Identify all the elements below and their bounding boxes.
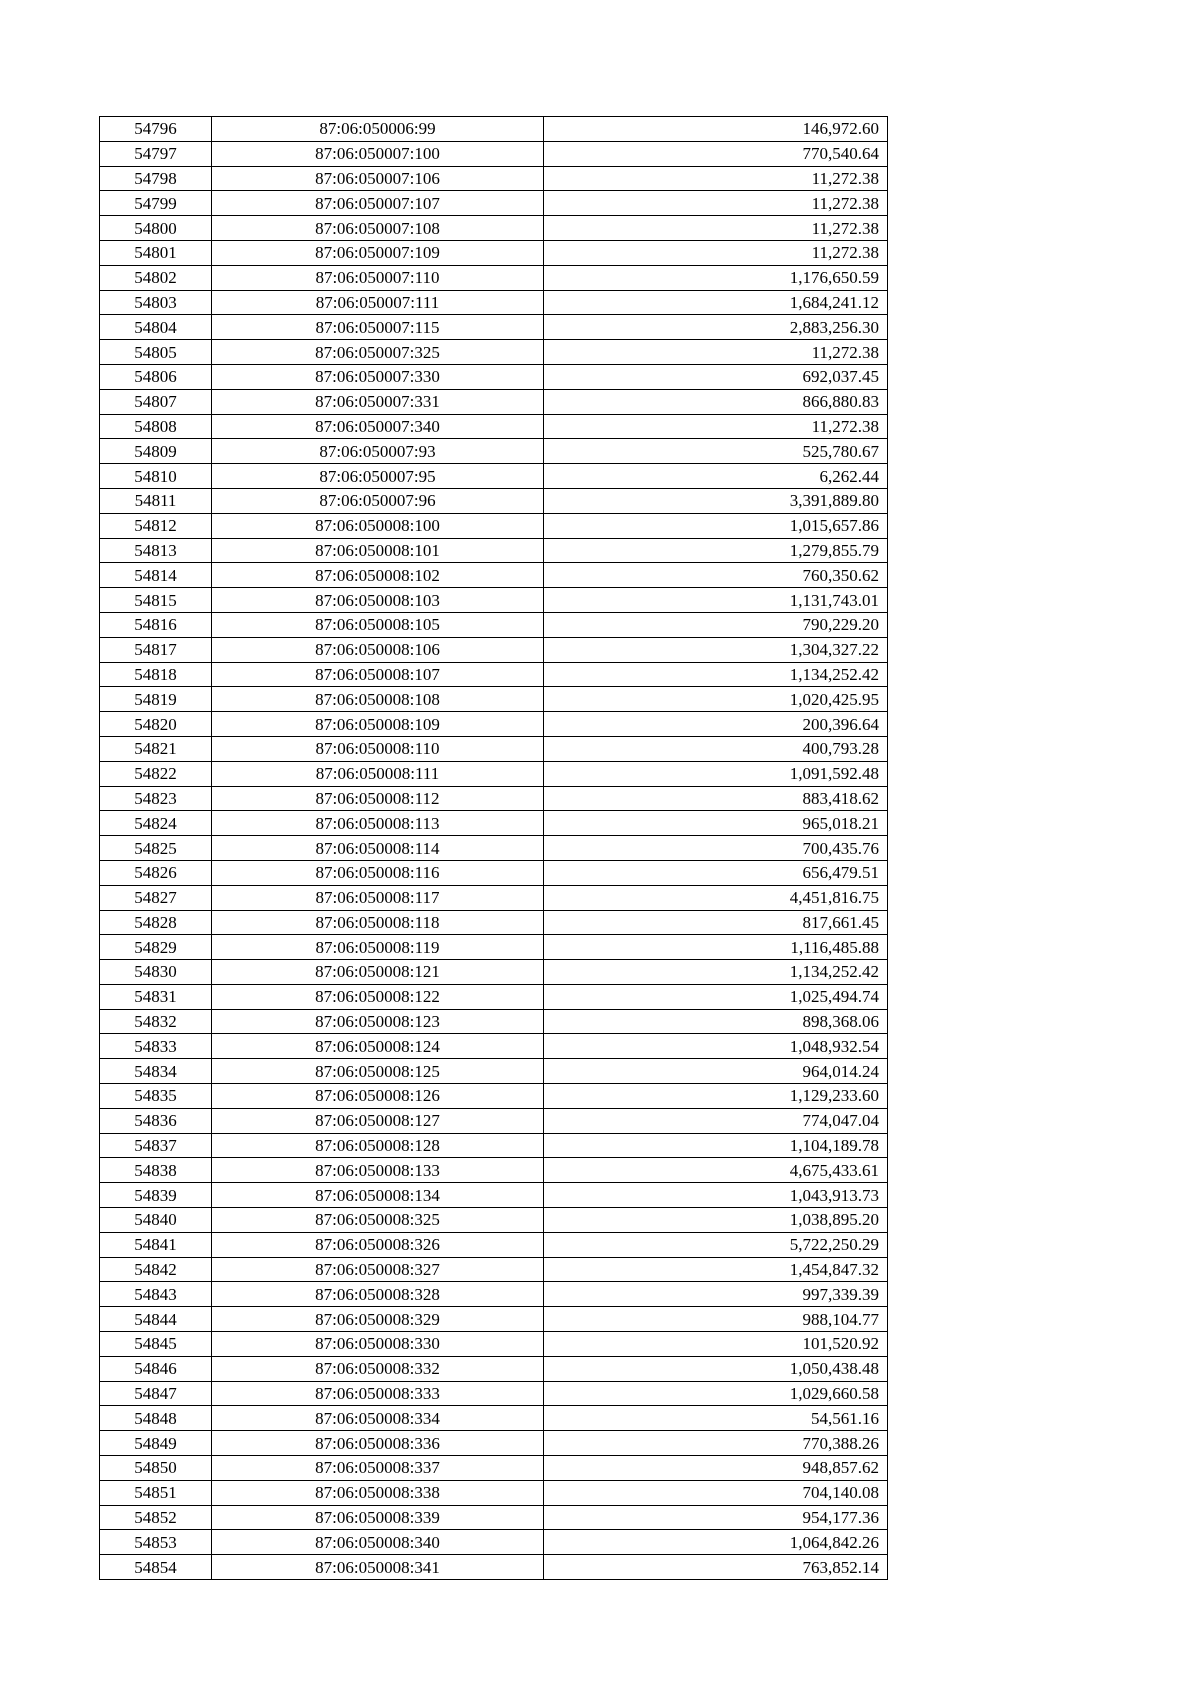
cadastral-number-cell: 87:06:050008:107 xyxy=(212,662,544,687)
cadastral-number-cell: 87:06:050008:108 xyxy=(212,687,544,712)
amount-cell: 964,014.24 xyxy=(544,1059,888,1084)
cadastral-number-cell: 87:06:050008:126 xyxy=(212,1084,544,1109)
amount-cell: 965,018.21 xyxy=(544,811,888,836)
amount-cell: 11,272.38 xyxy=(544,166,888,191)
row-number-cell: 54797 xyxy=(100,141,212,166)
cadastral-number-cell: 87:06:050008:121 xyxy=(212,960,544,985)
table-row xyxy=(100,563,888,588)
amount-cell: 400,793.28 xyxy=(544,736,888,761)
table-row xyxy=(100,1034,888,1059)
cadastral-number-cell: 87:06:050008:336 xyxy=(212,1431,544,1456)
cadastral-number-cell: 87:06:050007:95 xyxy=(212,464,544,489)
table-row xyxy=(100,836,888,861)
row-number-cell: 54805 xyxy=(100,340,212,365)
amount-cell: 656,479.51 xyxy=(544,860,888,885)
amount-cell: 11,272.38 xyxy=(544,240,888,265)
table-row xyxy=(100,1108,888,1133)
cadastral-number-cell: 87:06:050008:110 xyxy=(212,736,544,761)
table-row xyxy=(100,910,888,935)
cadastral-number-cell: 87:06:050008:116 xyxy=(212,860,544,885)
table-row xyxy=(100,885,888,910)
row-number-cell: 54803 xyxy=(100,290,212,315)
cadastral-number-cell: 87:06:050008:112 xyxy=(212,786,544,811)
row-number-cell: 54828 xyxy=(100,910,212,935)
table-row xyxy=(100,1356,888,1381)
cadastral-number-cell: 87:06:050008:125 xyxy=(212,1059,544,1084)
amount-cell: 790,229.20 xyxy=(544,612,888,637)
row-number-cell: 54798 xyxy=(100,166,212,191)
cadastral-number-cell: 87:06:050008:327 xyxy=(212,1257,544,1282)
cadastral-number-cell: 87:06:050007:110 xyxy=(212,265,544,290)
row-number-cell: 54850 xyxy=(100,1456,212,1481)
amount-cell: 770,540.64 xyxy=(544,141,888,166)
amount-cell: 1,091,592.48 xyxy=(544,761,888,786)
row-number-cell: 54854 xyxy=(100,1555,212,1580)
amount-cell: 1,048,932.54 xyxy=(544,1034,888,1059)
amount-cell: 954,177.36 xyxy=(544,1505,888,1530)
amount-cell: 1,029,660.58 xyxy=(544,1381,888,1406)
cadastral-number-cell: 87:06:050008:117 xyxy=(212,885,544,910)
row-number-cell: 54804 xyxy=(100,315,212,340)
table-row xyxy=(100,1332,888,1357)
row-number-cell: 54817 xyxy=(100,637,212,662)
cadastral-number-cell: 87:06:050008:341 xyxy=(212,1555,544,1580)
cadastral-number-cell: 87:06:050007:330 xyxy=(212,364,544,389)
row-number-cell: 54834 xyxy=(100,1059,212,1084)
cadastral-number-cell: 87:06:050007:96 xyxy=(212,488,544,513)
row-number-cell: 54806 xyxy=(100,364,212,389)
cadastral-number-cell: 87:06:050008:113 xyxy=(212,811,544,836)
amount-cell: 525,780.67 xyxy=(544,439,888,464)
row-number-cell: 54846 xyxy=(100,1356,212,1381)
cadastral-number-cell: 87:06:050008:340 xyxy=(212,1530,544,1555)
row-number-cell: 54802 xyxy=(100,265,212,290)
cadastral-number-cell: 87:06:050008:103 xyxy=(212,588,544,613)
cadastral-number-cell: 87:06:050008:114 xyxy=(212,836,544,861)
cadastral-number-cell: 87:06:050006:99 xyxy=(212,117,544,142)
row-number-cell: 54840 xyxy=(100,1208,212,1233)
amount-cell: 1,134,252.42 xyxy=(544,662,888,687)
table-row xyxy=(100,439,888,464)
cadastral-number-cell: 87:06:050008:102 xyxy=(212,563,544,588)
amount-cell: 1,020,425.95 xyxy=(544,687,888,712)
table-row xyxy=(100,1257,888,1282)
row-number-cell: 54818 xyxy=(100,662,212,687)
cadastral-number-cell: 87:06:050008:334 xyxy=(212,1406,544,1431)
amount-cell: 774,047.04 xyxy=(544,1108,888,1133)
table-row xyxy=(100,736,888,761)
cadastral-number-cell: 87:06:050007:93 xyxy=(212,439,544,464)
cadastral-number-cell: 87:06:050007:331 xyxy=(212,389,544,414)
row-number-cell: 54809 xyxy=(100,439,212,464)
amount-cell: 1,116,485.88 xyxy=(544,935,888,960)
amount-cell: 54,561.16 xyxy=(544,1406,888,1431)
table-row xyxy=(100,811,888,836)
cadastral-number-cell: 87:06:050008:100 xyxy=(212,513,544,538)
cadastral-number-cell: 87:06:050007:109 xyxy=(212,240,544,265)
row-number-cell: 54852 xyxy=(100,1505,212,1530)
row-number-cell: 54847 xyxy=(100,1381,212,1406)
row-number-cell: 54823 xyxy=(100,786,212,811)
amount-cell: 760,350.62 xyxy=(544,563,888,588)
table-row xyxy=(100,1555,888,1580)
amount-cell: 3,391,889.80 xyxy=(544,488,888,513)
amount-cell: 11,272.38 xyxy=(544,340,888,365)
cadastral-number-cell: 87:06:050007:111 xyxy=(212,290,544,315)
amount-cell: 11,272.38 xyxy=(544,216,888,241)
row-number-cell: 54815 xyxy=(100,588,212,613)
cadastral-number-cell: 87:06:050007:325 xyxy=(212,340,544,365)
cadastral-number-cell: 87:06:050007:115 xyxy=(212,315,544,340)
amount-cell: 1,104,189.78 xyxy=(544,1133,888,1158)
table-row xyxy=(100,538,888,563)
amount-cell: 948,857.62 xyxy=(544,1456,888,1481)
table-row xyxy=(100,1505,888,1530)
cadastral-number-cell: 87:06:050008:123 xyxy=(212,1009,544,1034)
table-row xyxy=(100,1307,888,1332)
row-number-cell: 54822 xyxy=(100,761,212,786)
row-number-cell: 54826 xyxy=(100,860,212,885)
table-row xyxy=(100,637,888,662)
amount-cell: 1,050,438.48 xyxy=(544,1356,888,1381)
table-row xyxy=(100,960,888,985)
cadastral-number-cell: 87:06:050007:340 xyxy=(212,414,544,439)
row-number-cell: 54839 xyxy=(100,1183,212,1208)
cadastral-number-cell: 87:06:050007:107 xyxy=(212,191,544,216)
cadastral-number-cell: 87:06:050008:332 xyxy=(212,1356,544,1381)
table-row xyxy=(100,464,888,489)
amount-cell: 770,388.26 xyxy=(544,1431,888,1456)
amount-cell: 763,852.14 xyxy=(544,1555,888,1580)
row-number-cell: 54841 xyxy=(100,1232,212,1257)
amount-cell: 1,176,650.59 xyxy=(544,265,888,290)
table-row xyxy=(100,290,888,315)
amount-cell: 692,037.45 xyxy=(544,364,888,389)
cadastral-number-cell: 87:06:050008:333 xyxy=(212,1381,544,1406)
row-number-cell: 54827 xyxy=(100,885,212,910)
amount-cell: 1,129,233.60 xyxy=(544,1084,888,1109)
row-number-cell: 54814 xyxy=(100,563,212,588)
table-row xyxy=(100,1158,888,1183)
row-number-cell: 54824 xyxy=(100,811,212,836)
table-row xyxy=(100,141,888,166)
table-row xyxy=(100,1480,888,1505)
row-number-cell: 54843 xyxy=(100,1282,212,1307)
cadastral-number-cell: 87:06:050008:127 xyxy=(212,1108,544,1133)
amount-cell: 1,131,743.01 xyxy=(544,588,888,613)
row-number-cell: 54853 xyxy=(100,1530,212,1555)
amount-cell: 101,520.92 xyxy=(544,1332,888,1357)
amount-cell: 866,880.83 xyxy=(544,389,888,414)
cadastral-number-cell: 87:06:050008:111 xyxy=(212,761,544,786)
amount-cell: 1,043,913.73 xyxy=(544,1183,888,1208)
table-row xyxy=(100,513,888,538)
cadastral-number-cell: 87:06:050008:128 xyxy=(212,1133,544,1158)
table-row xyxy=(100,1456,888,1481)
amount-cell: 817,661.45 xyxy=(544,910,888,935)
cadastral-number-cell: 87:06:050008:325 xyxy=(212,1208,544,1233)
table-row xyxy=(100,1431,888,1456)
row-number-cell: 54836 xyxy=(100,1108,212,1133)
cadastral-number-cell: 87:06:050008:109 xyxy=(212,712,544,737)
cadastral-number-cell: 87:06:050008:338 xyxy=(212,1480,544,1505)
amount-cell: 1,684,241.12 xyxy=(544,290,888,315)
table-body xyxy=(100,117,888,1580)
cadastral-number-cell: 87:06:050007:106 xyxy=(212,166,544,191)
cadastral-number-cell: 87:06:050008:106 xyxy=(212,637,544,662)
row-number-cell: 54825 xyxy=(100,836,212,861)
cadastral-number-cell: 87:06:050008:105 xyxy=(212,612,544,637)
cadastral-number-cell: 87:06:050008:328 xyxy=(212,1282,544,1307)
row-number-cell: 54845 xyxy=(100,1332,212,1357)
table-row xyxy=(100,588,888,613)
row-number-cell: 54835 xyxy=(100,1084,212,1109)
table-row xyxy=(100,364,888,389)
table-row xyxy=(100,761,888,786)
table-row xyxy=(100,984,888,1009)
amount-cell: 1,279,855.79 xyxy=(544,538,888,563)
row-number-cell: 54851 xyxy=(100,1480,212,1505)
row-number-cell: 54829 xyxy=(100,935,212,960)
amount-cell: 1,064,842.26 xyxy=(544,1530,888,1555)
table-row xyxy=(100,1084,888,1109)
row-number-cell: 54810 xyxy=(100,464,212,489)
row-number-cell: 54848 xyxy=(100,1406,212,1431)
row-number-cell: 54808 xyxy=(100,414,212,439)
table-row xyxy=(100,191,888,216)
table-row xyxy=(100,414,888,439)
table-row xyxy=(100,117,888,142)
amount-cell: 1,038,895.20 xyxy=(544,1208,888,1233)
amount-cell: 1,134,252.42 xyxy=(544,960,888,985)
amount-cell: 997,339.39 xyxy=(544,1282,888,1307)
amount-cell: 11,272.38 xyxy=(544,414,888,439)
table-row xyxy=(100,340,888,365)
table-row xyxy=(100,935,888,960)
cadastral-number-cell: 87:06:050008:101 xyxy=(212,538,544,563)
table-row xyxy=(100,265,888,290)
table-row xyxy=(100,662,888,687)
table-row xyxy=(100,1009,888,1034)
amount-cell: 4,675,433.61 xyxy=(544,1158,888,1183)
amount-cell: 4,451,816.75 xyxy=(544,885,888,910)
row-number-cell: 54816 xyxy=(100,612,212,637)
cadastral-number-cell: 87:06:050008:330 xyxy=(212,1332,544,1357)
row-number-cell: 54799 xyxy=(100,191,212,216)
amount-cell: 1,015,657.86 xyxy=(544,513,888,538)
table-row xyxy=(100,1381,888,1406)
row-number-cell: 54842 xyxy=(100,1257,212,1282)
cadastral-number-cell: 87:06:050008:122 xyxy=(212,984,544,1009)
row-number-cell: 54811 xyxy=(100,488,212,513)
row-number-cell: 54838 xyxy=(100,1158,212,1183)
amount-cell: 1,304,327.22 xyxy=(544,637,888,662)
table-row xyxy=(100,786,888,811)
table-row xyxy=(100,1530,888,1555)
row-number-cell: 54819 xyxy=(100,687,212,712)
row-number-cell: 54801 xyxy=(100,240,212,265)
table-row xyxy=(100,1282,888,1307)
table-row xyxy=(100,1133,888,1158)
row-number-cell: 54821 xyxy=(100,736,212,761)
table-row xyxy=(100,1406,888,1431)
table-row xyxy=(100,240,888,265)
cadastral-number-cell: 87:06:050008:329 xyxy=(212,1307,544,1332)
table-row xyxy=(100,860,888,885)
data-table xyxy=(99,116,888,1580)
row-number-cell: 54833 xyxy=(100,1034,212,1059)
row-number-cell: 54796 xyxy=(100,117,212,142)
row-number-cell: 54832 xyxy=(100,1009,212,1034)
table-row xyxy=(100,1208,888,1233)
row-number-cell: 54837 xyxy=(100,1133,212,1158)
row-number-cell: 54820 xyxy=(100,712,212,737)
row-number-cell: 54813 xyxy=(100,538,212,563)
table-row xyxy=(100,712,888,737)
row-number-cell: 54831 xyxy=(100,984,212,1009)
table-row xyxy=(100,166,888,191)
row-number-cell: 54844 xyxy=(100,1307,212,1332)
cadastral-number-cell: 87:06:050007:108 xyxy=(212,216,544,241)
cadastral-number-cell: 87:06:050008:326 xyxy=(212,1232,544,1257)
amount-cell: 6,262.44 xyxy=(544,464,888,489)
amount-cell: 700,435.76 xyxy=(544,836,888,861)
table-row xyxy=(100,389,888,414)
amount-cell: 146,972.60 xyxy=(544,117,888,142)
table-row xyxy=(100,1232,888,1257)
cadastral-number-cell: 87:06:050008:134 xyxy=(212,1183,544,1208)
table-row xyxy=(100,1183,888,1208)
amount-cell: 704,140.08 xyxy=(544,1480,888,1505)
table-row xyxy=(100,1059,888,1084)
cadastral-number-cell: 87:06:050008:118 xyxy=(212,910,544,935)
row-number-cell: 54807 xyxy=(100,389,212,414)
row-number-cell: 54830 xyxy=(100,960,212,985)
amount-cell: 883,418.62 xyxy=(544,786,888,811)
amount-cell: 5,722,250.29 xyxy=(544,1232,888,1257)
amount-cell: 1,025,494.74 xyxy=(544,984,888,1009)
table-row xyxy=(100,488,888,513)
amount-cell: 1,454,847.32 xyxy=(544,1257,888,1282)
table-row xyxy=(100,315,888,340)
row-number-cell: 54800 xyxy=(100,216,212,241)
table-row xyxy=(100,216,888,241)
cadastral-number-cell: 87:06:050008:337 xyxy=(212,1456,544,1481)
amount-cell: 200,396.64 xyxy=(544,712,888,737)
cadastral-number-cell: 87:06:050007:100 xyxy=(212,141,544,166)
cadastral-number-cell: 87:06:050008:119 xyxy=(212,935,544,960)
row-number-cell: 54812 xyxy=(100,513,212,538)
amount-cell: 2,883,256.30 xyxy=(544,315,888,340)
cadastral-number-cell: 87:06:050008:124 xyxy=(212,1034,544,1059)
amount-cell: 988,104.77 xyxy=(544,1307,888,1332)
cadastral-number-cell: 87:06:050008:133 xyxy=(212,1158,544,1183)
table-row xyxy=(100,612,888,637)
amount-cell: 11,272.38 xyxy=(544,191,888,216)
cadastral-number-cell: 87:06:050008:339 xyxy=(212,1505,544,1530)
row-number-cell: 54849 xyxy=(100,1431,212,1456)
table-row xyxy=(100,687,888,712)
amount-cell: 898,368.06 xyxy=(544,1009,888,1034)
